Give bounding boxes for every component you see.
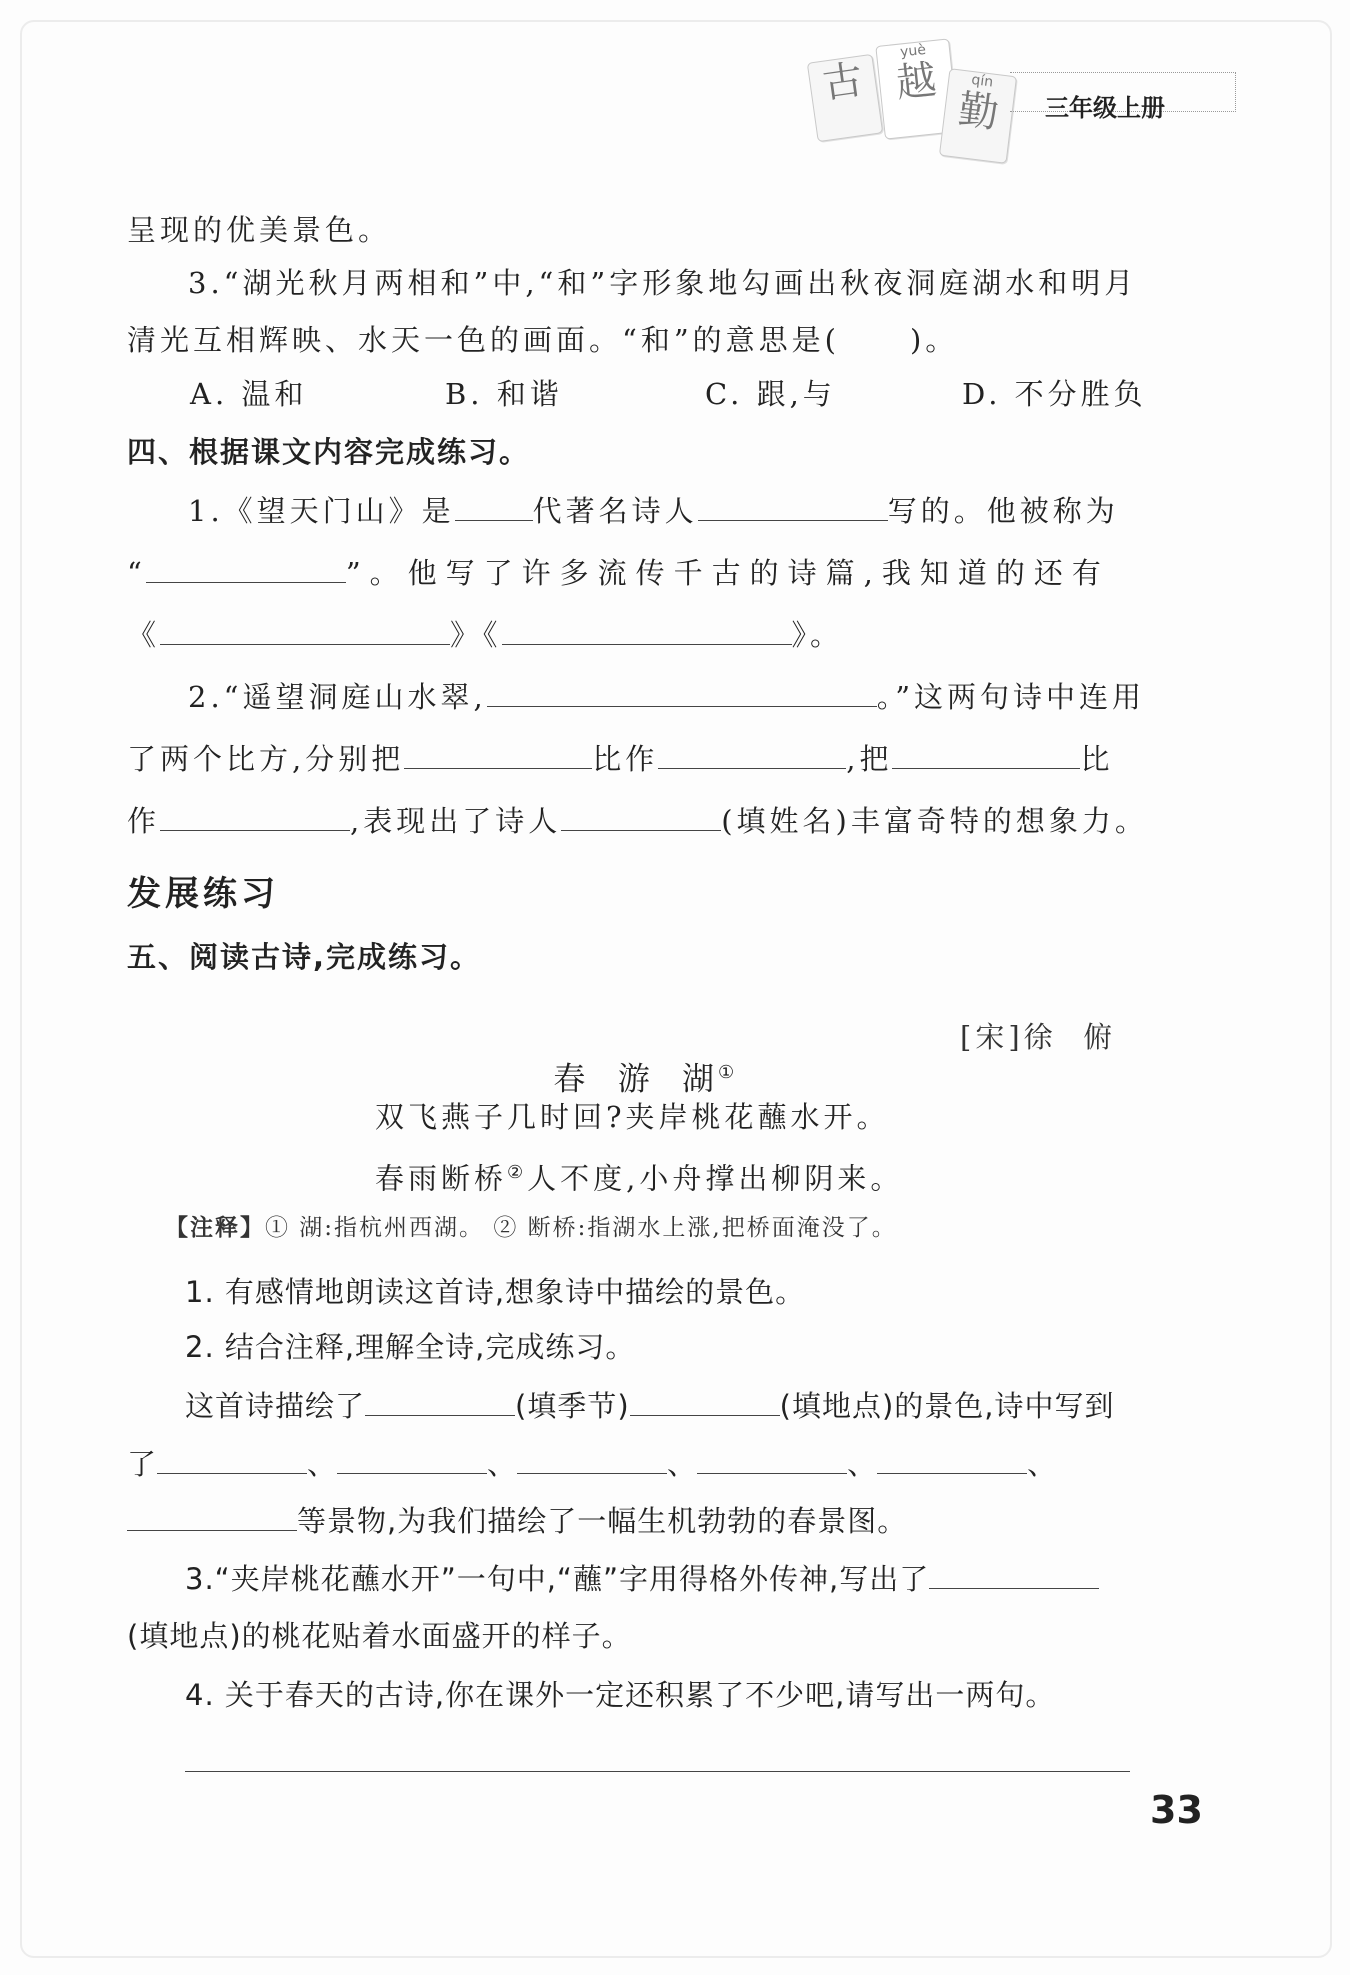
answer-blank[interactable]	[517, 1443, 667, 1474]
answer-blank[interactable]	[160, 614, 450, 645]
card-char: 勤	[955, 86, 1002, 138]
section-4-heading: 四、根据课文内容完成练习。	[127, 435, 531, 469]
s4-q2-line-2	[127, 738, 1113, 779]
answer-blank[interactable]	[929, 1558, 1099, 1589]
s5-q4-answer-line[interactable]	[185, 1771, 1130, 1772]
question-text: 比	[1080, 742, 1114, 776]
separator: 、	[487, 1447, 518, 1481]
answer-blank[interactable]	[561, 800, 721, 831]
answer-blank[interactable]	[502, 614, 792, 645]
answer-blank[interactable]	[630, 1385, 780, 1416]
s4-q1-line-3	[127, 614, 843, 655]
s4-q1-line-1	[188, 490, 1119, 531]
s5-q3-line-1	[185, 1558, 1099, 1599]
s5-q2-line-1	[185, 1385, 1115, 1426]
poem-line-2	[375, 1153, 903, 1199]
s4-q2-line-1	[188, 676, 1145, 717]
poem-line-1: 双飞燕子几时回?夹岸桃花蘸水开。	[375, 1100, 890, 1134]
footnote-mark: ②	[507, 1162, 528, 1183]
question-3-line-2	[127, 320, 958, 360]
annotation-text: ① 湖:指杭州西湖。 ② 断桥:指湖水上涨,把桥面淹没了。	[265, 1215, 897, 1241]
poem-title-text: 春 游 湖	[553, 1059, 719, 1098]
section-5-heading: 五、阅读古诗,完成练习。	[127, 940, 482, 974]
answer-blank[interactable]	[892, 738, 1080, 769]
answer-blank[interactable]	[337, 1443, 487, 1474]
card-char: 越	[893, 57, 939, 108]
question-text: (填地点)的景色,诗中写到	[779, 1389, 1115, 1423]
question-text: 清光互相辉映、水天一色的画面。“和”的意思是(	[127, 323, 840, 357]
answer-blank[interactable]	[698, 490, 888, 521]
question-text: 比作	[592, 742, 659, 776]
s5-q1: 1. 有感情地朗读这首诗,想象诗中描绘的景色。	[185, 1275, 806, 1309]
poem-author: [宋]徐 俯	[960, 1020, 1117, 1054]
answer-blank[interactable]	[160, 800, 350, 831]
grade-label: 三年级上册	[1045, 94, 1165, 122]
question-3-line-1: 3.“湖光秋月两相和”中,“和”字形象地勾画出秋夜洞庭湖水和明月	[188, 266, 1138, 300]
header-card-gu	[807, 54, 883, 142]
answer-blank[interactable]	[877, 1443, 1027, 1474]
question-text: 》。	[791, 618, 844, 652]
answer-blank[interactable]	[487, 676, 877, 707]
question-text: (填季节)	[515, 1389, 630, 1423]
question-text: 等景物,为我们描绘了一幅生机勃勃的春景图。	[297, 1504, 908, 1538]
s5-q2-line-3	[127, 1500, 907, 1541]
question-text: 作	[127, 804, 161, 838]
question-text: ”。他写了许多流传千古的诗篇,我知道的还有	[345, 556, 1110, 590]
separator: 、	[847, 1447, 878, 1481]
card-pinyin: yuè	[899, 41, 927, 61]
question-text: 了	[127, 1447, 158, 1481]
card-char: 古	[819, 56, 866, 108]
page-number: 33	[1150, 1788, 1203, 1832]
question-text: (填姓名)丰富奇特的想象力。	[721, 804, 1148, 838]
answer-blank[interactable]	[127, 1500, 297, 1531]
poem-title	[525, 1013, 738, 1099]
question-text: 》《	[450, 618, 502, 652]
s4-q1-line-2	[127, 552, 1110, 593]
question-text: ,表现出了诗人	[350, 804, 562, 838]
development-heading: 发展练习	[127, 874, 279, 914]
option-a[interactable]: A. 温和	[190, 377, 308, 411]
question-text: 了两个比方,分别把	[127, 742, 405, 776]
answer-blank[interactable]	[146, 552, 346, 583]
annotation	[165, 1209, 897, 1242]
question-text: 2.“遥望洞庭山水翠,	[188, 680, 487, 714]
separator: 、	[307, 1447, 338, 1481]
answer-blank[interactable]	[404, 738, 592, 769]
s5-q3-line-2: (填地点)的桃花贴着水面盛开的样子。	[127, 1619, 632, 1653]
question-text: 这首诗描绘了	[185, 1389, 366, 1423]
question-text: 1.《望天门山》是	[188, 494, 455, 528]
question-text: )。	[909, 323, 959, 357]
poem-text: 春雨断桥	[375, 1161, 508, 1196]
poem-text: 人不度,小舟撑出柳阴来。	[527, 1161, 904, 1196]
answer-blank[interactable]	[455, 490, 533, 521]
question-text: 写的。他被称为	[887, 494, 1119, 528]
question-text: 。”这两句诗中连用	[876, 680, 1146, 714]
option-b[interactable]: B. 和谐	[445, 377, 563, 411]
page-border	[20, 20, 1332, 1958]
s5-q4: 4. 关于春天的古诗,你在课外一定还积累了不少吧,请写出一两句。	[185, 1678, 1056, 1712]
question-text: ,把	[846, 742, 893, 776]
option-d[interactable]: D. 不分胜负	[962, 377, 1147, 411]
s5-q2-line-2	[127, 1443, 1057, 1484]
text-line: 呈现的优美景色。	[127, 213, 392, 247]
answer-blank[interactable]	[157, 1443, 307, 1474]
separator: 、	[667, 1447, 698, 1481]
annotation-label: 【注释】	[165, 1215, 265, 1241]
s4-q2-line-3	[127, 800, 1148, 841]
s5-q2: 2. 结合注释,理解全诗,完成练习。	[185, 1330, 636, 1364]
answer-blank[interactable]	[697, 1443, 847, 1474]
question-text: 代著名诗人	[532, 494, 698, 528]
option-c[interactable]: C. 跟,与	[705, 377, 836, 411]
question-text: 3.“夹岸桃花蘸水开”一句中,“蘸”字用得格外传神,写出了	[185, 1562, 930, 1596]
card-pinyin: qín	[970, 72, 994, 91]
answer-blank[interactable]	[658, 738, 846, 769]
answer-blank[interactable]	[365, 1385, 515, 1416]
footnote-mark: ①	[718, 1062, 739, 1083]
separator: 、	[1027, 1447, 1058, 1481]
header-card-qin	[939, 68, 1017, 164]
question-text: 《	[127, 618, 161, 652]
question-text: “	[127, 556, 146, 590]
